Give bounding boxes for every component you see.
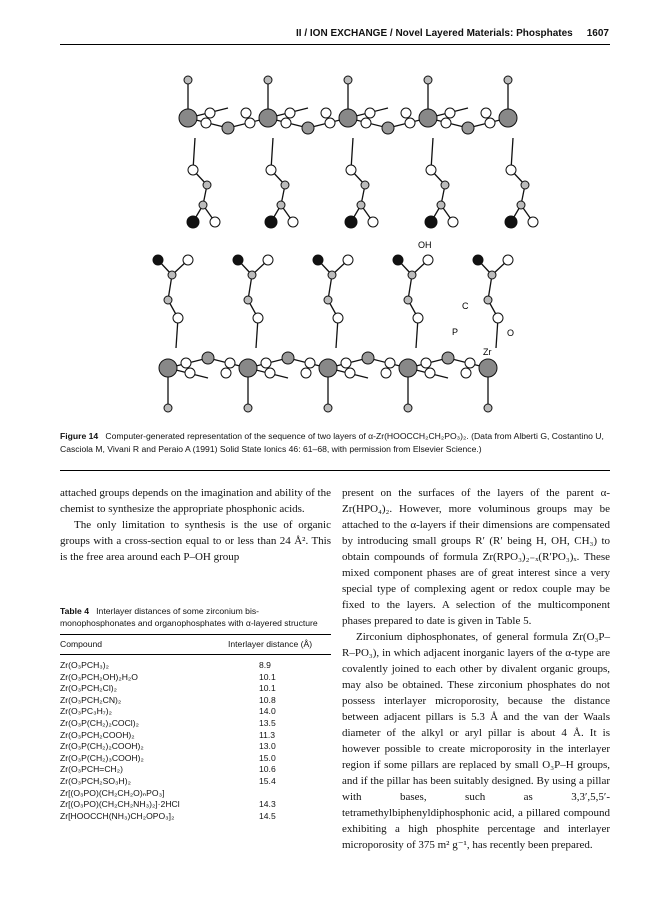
atom-label-c: C — [462, 301, 469, 311]
compound-cell: Zr(O₃PCH₂Cl)₂ — [60, 683, 117, 694]
oxygen-atom — [266, 165, 276, 175]
hydrogen-atom — [324, 404, 332, 412]
table-row — [60, 799, 331, 811]
oxygen-atom — [461, 368, 471, 378]
zirconium-atom — [339, 109, 357, 127]
compound-cell: Zr[(O₃PO)(CH₂CH₂O)ₙPO₃] — [60, 787, 165, 798]
oxygen-atom — [423, 255, 433, 265]
carbon-atom — [408, 271, 416, 279]
oxygen-atom — [473, 255, 483, 265]
hydrogen-atom — [264, 76, 272, 84]
oxygen-atom — [221, 368, 231, 378]
table-row — [60, 706, 331, 718]
running-header — [0, 28, 609, 39]
carbon-atom — [404, 296, 412, 304]
oxygen-atom — [503, 255, 513, 265]
zirconium-atom — [399, 359, 417, 377]
oxygen-atom — [181, 358, 191, 368]
oxygen-atom — [365, 108, 375, 118]
oxygen-atom — [405, 118, 415, 128]
page-number: 1607 — [586, 28, 609, 39]
distance-cell: 14.0 — [259, 706, 276, 717]
oxygen-atom — [381, 368, 391, 378]
hydrogen-atom — [184, 76, 192, 84]
compound-cell: Zr(O₃P(CH₂)₃COOH)₂ — [60, 752, 144, 763]
zirconium-atom — [159, 359, 177, 377]
carbon-atom — [168, 271, 176, 279]
oxygen-atom — [225, 358, 235, 368]
distance-cell: 13.5 — [259, 717, 276, 728]
oxygen-atom — [313, 255, 323, 265]
distance-cell: 15.4 — [259, 775, 276, 786]
distance-cell: 13.0 — [259, 741, 276, 752]
oxygen-atom — [385, 358, 395, 368]
compound-cell: Zr(O₃PC₃H₇)₂ — [60, 706, 112, 717]
carbon-atom — [328, 271, 336, 279]
distance-cell — [228, 788, 331, 800]
oxygen-atom — [241, 108, 251, 118]
zirconium-atom — [499, 109, 517, 127]
atom-label-oh: OH — [418, 240, 432, 250]
carbon-atom — [441, 181, 449, 189]
oxygen-atom — [425, 216, 437, 228]
compound-cell: Zr(O₃PCH₂OH)₂H₂O — [60, 671, 138, 682]
zirconium-atom — [239, 359, 257, 377]
running-title: II / ION EXCHANGE / Novel Layered Materials: Phosphates — [296, 28, 573, 39]
distance-cell: 11.3 — [259, 729, 276, 740]
distance-cell: 10.1 — [259, 683, 276, 694]
oxygen-atom — [188, 165, 198, 175]
hydrogen-atom — [484, 404, 492, 412]
oxygen-atom — [205, 108, 215, 118]
oxygen-atom — [261, 358, 271, 368]
oxygen-atom — [245, 118, 255, 128]
oxygen-atom — [421, 358, 431, 368]
carbon-atom — [277, 201, 285, 209]
carbon-atom — [203, 181, 211, 189]
distance-cell: 10.8 — [259, 694, 276, 705]
oxygen-atom — [201, 118, 211, 128]
carbon-atom — [437, 201, 445, 209]
compound-cell: Zr(O₃PCH₂CN)₂ — [60, 694, 122, 705]
oxygen-atom — [185, 368, 195, 378]
oxygen-atom — [343, 255, 353, 265]
compound-cell: Zr(O₃P(CH₂)₂COOH)₂ — [60, 741, 144, 752]
oxygen-atom — [263, 255, 273, 265]
atom-label-o: O — [507, 328, 515, 338]
carbon-atom — [517, 201, 525, 209]
table-header-row — [60, 635, 331, 654]
oxygen-atom — [445, 108, 455, 118]
oxygen-atom — [345, 368, 355, 378]
hydrogen-atom — [344, 76, 352, 84]
carbon-atom — [324, 296, 332, 304]
oxygen-atom — [346, 165, 356, 175]
compound-cell: Zr(O₃PCH₂SO₃H)₂ — [60, 775, 131, 786]
oxygen-atom — [393, 255, 403, 265]
oxygen-atom — [153, 255, 163, 265]
compound-cell: Zr[(O₃PO)(CH₂CH₂NH₃)₂]·2HCl — [60, 799, 180, 810]
hydrogen-atom — [244, 404, 252, 412]
oxygen-atom — [481, 108, 491, 118]
table-caption-text: Interlayer distances of some zirconium bis-monophosphonates and organophosphates with α-layered structure — [60, 606, 318, 628]
oxygen-atom — [426, 165, 436, 175]
table-body — [60, 655, 331, 822]
compound-cell: Zr(O₃P(CH₂)₂COCl)₂ — [60, 717, 139, 728]
zirconium-atom — [419, 109, 437, 127]
table-row — [60, 776, 331, 788]
table-row — [60, 764, 331, 776]
oxygen-atom — [345, 216, 357, 228]
oxygen-atom — [493, 313, 503, 323]
table-row — [60, 718, 331, 730]
oxygen-atom — [506, 165, 516, 175]
paragraph: present on the surfaces of the layers of the parent α-Zr(HPO₄)₂. However, more voluminous groups may be attached to the α-layers if their dimensions are compensated by introducing small groups R′ (R′ being H, OH, CH₃) to obtain compounds of formula Zr(RPO₃)₂₋ₓ(R′PO₃)ₓ. These mixed component phases are of great interest since a very special type of complexing agent or redox couple may be fixed to the layers. A selection of the multicomponent phases prepared to date is given in Table 5. — [342, 487, 610, 627]
oxygen-atom — [361, 118, 371, 128]
phosphorus-atom — [442, 352, 454, 364]
distance-cell: 14.5 — [259, 810, 276, 821]
atom-label-zr: Zr — [483, 347, 492, 357]
oxygen-atom — [325, 118, 335, 128]
phosphorus-atom — [362, 352, 374, 364]
compound-cell: Zr[HOOCCH(NH₃)CH₂OPO₃]₂ — [60, 810, 175, 821]
compound-cell: Zr(O₃PCH₂COOH)₂ — [60, 729, 135, 740]
zirconium-atom — [319, 359, 337, 377]
compound-cell: Zr(O₃PCH=CH₂) — [60, 764, 123, 775]
phosphorus-atom — [462, 122, 474, 134]
phosphorus-atom — [302, 122, 314, 134]
table-row — [60, 811, 331, 823]
oxygen-atom — [288, 217, 298, 227]
hydrogen-atom — [424, 76, 432, 84]
oxygen-atom — [285, 108, 295, 118]
distance-cell: 15.0 — [259, 752, 276, 763]
carbon-atom — [244, 296, 252, 304]
carbon-atom — [199, 201, 207, 209]
carbon-atom — [248, 271, 256, 279]
carbon-atom — [484, 296, 492, 304]
carbon-atom — [357, 201, 365, 209]
hydrogen-atom — [164, 404, 172, 412]
table-row — [60, 683, 331, 695]
oxygen-atom — [305, 358, 315, 368]
oxygen-atom — [425, 368, 435, 378]
oxygen-atom — [265, 368, 275, 378]
table-row — [60, 730, 331, 742]
carbon-atom — [361, 181, 369, 189]
table-caption — [60, 605, 331, 629]
oxygen-atom — [485, 118, 495, 128]
oxygen-atom — [173, 313, 183, 323]
oxygen-atom — [187, 216, 199, 228]
table-row — [60, 660, 331, 672]
oxygen-atom — [368, 217, 378, 227]
oxygen-atom — [505, 216, 517, 228]
caption-rule — [60, 470, 610, 471]
zirconium-atom — [179, 109, 197, 127]
compound-cell: Zr(O₃PCH₃)₂ — [60, 660, 109, 670]
phosphorus-atom — [382, 122, 394, 134]
oxygen-atom — [333, 313, 343, 323]
left-column — [60, 485, 331, 565]
oxygen-atom — [183, 255, 193, 265]
figure-caption — [60, 430, 610, 456]
atom-label-p: P — [452, 327, 459, 337]
oxygen-atom — [253, 313, 263, 323]
oxygen-atom — [301, 368, 311, 378]
paragraph: attached groups depends on the imagination and ability of the chemist to synthesize the appropriate phosphonic acids. — [60, 487, 331, 515]
hydrogen-atom — [504, 76, 512, 84]
phosphorus-atom — [222, 122, 234, 134]
carbon-atom — [164, 296, 172, 304]
oxygen-atom — [441, 118, 451, 128]
header-rule — [60, 44, 610, 45]
table-4 — [60, 605, 331, 822]
zirconium-atom — [479, 359, 497, 377]
table-label: Table 4 — [60, 606, 89, 616]
table-row — [60, 753, 331, 765]
distance-cell: 8.9 — [259, 660, 271, 670]
table-row — [60, 695, 331, 707]
oxygen-atom — [341, 358, 351, 368]
column-header-compound: Compound — [60, 639, 103, 649]
figure-caption-text: Computer-generated representation of the sequence of two layers of α-Zr(HOOCCH₂CH₂PO₃)₂. (Data from Alberti G, Costantino U, Casciola M, Vivani R and Peraio A (1991) Solid State Ionics 46: 61–68, with permission from Elsevier Science.) — [60, 431, 604, 454]
distance-cell: 10.6 — [259, 764, 276, 775]
phosphorus-atom — [202, 352, 214, 364]
oxygen-atom — [401, 108, 411, 118]
oxygen-atom — [448, 217, 458, 227]
oxygen-atom — [413, 313, 423, 323]
zirconium-atom — [259, 109, 277, 127]
oxygen-atom — [265, 216, 277, 228]
oxygen-atom — [210, 217, 220, 227]
distance-cell: 14.3 — [259, 799, 276, 810]
paragraph: The only limitation to synthesis is the use of organic groups with a cross-section equal to or less than 24 Å². This is the free area around each P–OH group — [60, 519, 331, 563]
table-row — [60, 672, 331, 684]
oxygen-atom — [281, 118, 291, 128]
oxygen-atom — [528, 217, 538, 227]
column-header-distance: Interlayer distance (Å) — [228, 639, 313, 649]
carbon-atom — [521, 181, 529, 189]
molecular-structure-figure — [150, 50, 550, 420]
oxygen-atom — [321, 108, 331, 118]
oxygen-atom — [465, 358, 475, 368]
hydrogen-atom — [404, 404, 412, 412]
figure-label: Figure 14 — [60, 431, 99, 441]
paragraph: Zirconium diphosphonates, of general formula Zr(O₃P–R–PO₃), in which adjacent inorganic layers of the α-type are covalently joined to each other by divalent organic groups, may also be obtained. These zirconium phosphates do not possess interlayer microporosity, because the distance between adjacent pillars is 5.3 Å and the van der Waals diameter of the alkyl or aryl pillar is about 4 Å. It is however possible to create microporosity in the interlayer region if some pillars are replaced by small O₃P–H groups, and if the pillar has been suitably designed. By using a pillar with bases, such as 3,3′,5,5′-tetramethylbiphenyldiphosphonic acid, a pillared compound exhibiting a high phosphite percentage and interlayer microporosity of 375 m² g⁻¹, has recently been prepared. — [342, 631, 610, 851]
phosphorus-atom — [282, 352, 294, 364]
table-row — [60, 788, 331, 800]
table-row — [60, 741, 331, 753]
distance-cell: 10.1 — [259, 671, 276, 682]
right-column — [342, 485, 610, 853]
carbon-atom — [281, 181, 289, 189]
carbon-atom — [488, 271, 496, 279]
oxygen-atom — [233, 255, 243, 265]
